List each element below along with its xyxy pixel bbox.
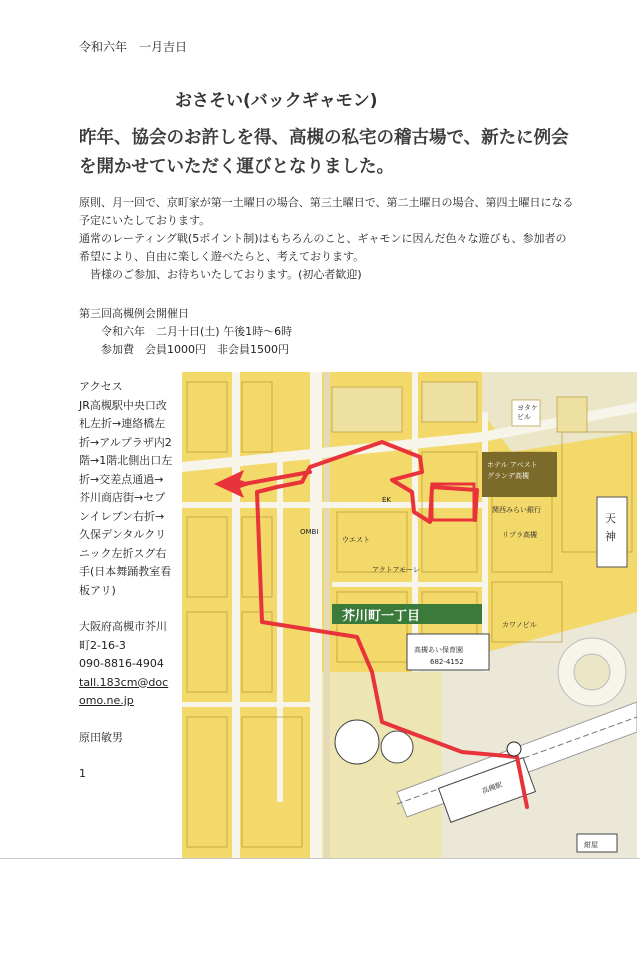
- map-label-aeon: アクトアモーレ: [372, 566, 420, 574]
- headline: 昨年、協会のお許しを得、高槻の私宅の稽古場で、新たに例会を開かせていただく運びとなりました。: [79, 128, 569, 177]
- letter-date: 令和六年 一月吉日: [79, 40, 188, 54]
- svg-text:神: 神: [605, 530, 616, 543]
- svg-text:ホテル アベスト: ホテル アベスト: [487, 461, 538, 469]
- map-label-nursery-tel: 682-4152: [430, 658, 464, 666]
- map-label-uest: ウエスト: [342, 536, 370, 544]
- svg-text:グランデ高槻: グランデ高槻: [487, 472, 529, 480]
- map-label-station: 高槻駅: [480, 780, 504, 796]
- access-info: [79, 378, 174, 784]
- body-paragraph-welcome: 皆様のご参加、お待ちいたしております。(初心者歓迎): [79, 268, 362, 281]
- meeting-fee: 参加費 会員1000円 非会員1500円: [101, 343, 289, 356]
- page-bottom-rule: [0, 858, 640, 859]
- meeting-datetime: 令和六年 二月十日(土) 午後1時〜6時: [101, 325, 293, 338]
- map-label-shrine: 天: [605, 512, 616, 525]
- map-label-building: ヨタケ: [517, 404, 538, 412]
- meeting-heading: 第三回高槻例会開催日: [79, 307, 189, 320]
- map-label-ek: EK: [382, 496, 392, 504]
- svg-text:ビル: ビル: [517, 413, 531, 421]
- body-paragraph-games: 通常のレーティング戦(5ポイント制)はもちろんのこと、ギャモンに因んだ色々な遊びも、参加者の希望により、自由に楽しく遊べたらと、考えております。: [79, 232, 567, 263]
- sender-name: 原田敏男: [79, 730, 123, 744]
- body-paragraph-schedule: 原則、月一回で、京町家が第一土曜日の場合、第三土曜日で、第二土曜日の場合、第四土曜日になる予定にいたしております。: [79, 196, 574, 227]
- map-label-store: 関西みらい銀行: [492, 506, 541, 514]
- map-label-kiln: カワノビル: [502, 621, 537, 629]
- access-phone: 090-8816-4904: [79, 657, 164, 670]
- access-heading: アクセス: [79, 380, 123, 393]
- access-directions: JR高槻駅中央口改札左折→連絡橋左折→アルプラザ内2階→1階北側出口左折→交差点通過→芥川商店街→セブンイレブン右折→久保デンタルクリニック左折スグ右手(日本舞踊教室看板アリ): [79, 398, 173, 597]
- map-label-kawaramachi: 紺屋: [584, 841, 598, 849]
- map-label-lipura: リプラ高槻: [502, 531, 537, 539]
- email-link[interactable]: tall.183cm@docomo.ne.jp: [79, 675, 169, 707]
- map-label-nursery: 高槻あい保育園: [414, 646, 463, 654]
- access-address: 大阪府高槻市芥川町2-16-3: [79, 620, 167, 652]
- meeting-info: [79, 305, 292, 359]
- page-number: 1: [79, 767, 86, 780]
- map-label-district: 芥川町一丁目: [342, 609, 421, 624]
- access-map: [182, 372, 637, 858]
- page-title: おさそい(バックギャモン): [175, 91, 378, 111]
- map-label-ombi: OMBI: [300, 528, 319, 536]
- map-image: [182, 372, 637, 858]
- body-text: [79, 194, 574, 284]
